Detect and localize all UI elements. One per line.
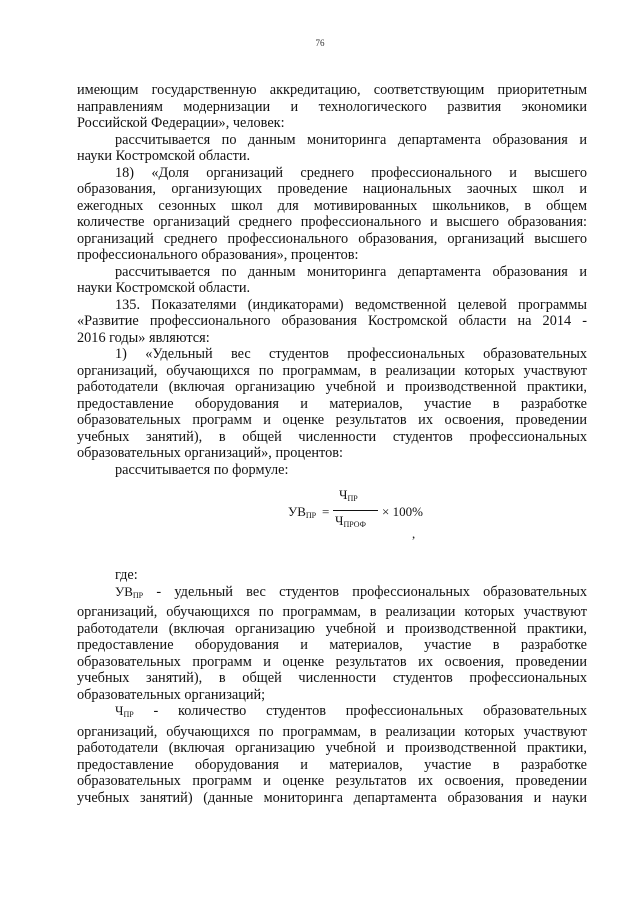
document-body: [77, 82, 587, 806]
definition-line: образовательных организаций;: [77, 686, 266, 703]
definition-line: [77, 703, 587, 724]
definition-line: образовательных программ и оценке результатов их освоения, проведении: [77, 773, 587, 789]
definition-line: организаций, обучающихся по программам, в реализации которых участвуют: [77, 604, 587, 620]
paragraph-line: образовательных организаций», процентов:: [77, 445, 343, 461]
formula-lhs: [288, 504, 316, 525]
formula-denominator: [335, 513, 366, 534]
paragraph-line: «Развитие профессионального образования Костромской области на 2014 -: [77, 313, 587, 329]
definition-line: предоставление оборудования и материалов, участие в разработке: [77, 756, 587, 773]
definition-line: учебных занятий), в общей численности студентов профессиональных: [77, 670, 587, 686]
paragraph-line: науки Костромской области.: [77, 148, 251, 164]
paragraph-line: предоставление оборудования и материалов, участие в разработке: [77, 395, 587, 412]
paragraph-line: науки Костромской области.: [77, 280, 251, 296]
paragraph-line: количестве организаций среднего профессионального и высшего образования:: [77, 214, 587, 230]
where-label: где:: [115, 567, 138, 583]
formula-lhs-subscript: ПР: [305, 511, 317, 520]
def2-subscript: ПР: [123, 710, 134, 719]
definition-line: предоставление оборудования и материалов, участие в разработке: [77, 637, 587, 653]
page-number: 76: [315, 38, 325, 48]
fraction-bar: [333, 510, 378, 511]
paragraph-line: ежегодных сезонных школ для мотивированных школьников, в общем: [77, 197, 587, 214]
formula-numerator: [339, 487, 358, 508]
def2-line: - количество студентов профессиональных образовательных: [133, 703, 587, 719]
paragraph-line: 1) «Удельный вес студентов профессиональных образовательных: [115, 346, 587, 362]
formula: [77, 479, 587, 553]
definition-line: работодатели (включая организацию учебной и производственной практики,: [77, 620, 587, 637]
paragraph-line: рассчитывается по формуле:: [115, 461, 289, 478]
def1-subscript: ПР: [132, 590, 144, 600]
formula-multiplier: × 100%: [382, 504, 423, 519]
definition-line: учебных занятий) (данные мониторинга департамента образования и науки: [77, 789, 587, 806]
formula-den-symbol: Ч: [335, 513, 344, 528]
paragraph-line: профессионального образования», процентов:: [77, 247, 359, 263]
def1-line: - удельный вес студентов профессиональных образовательных: [143, 583, 587, 600]
paragraph-line: рассчитывается по данным мониторинга департамента образования и: [115, 131, 587, 148]
formula-den-subscript: ПРОФ: [343, 520, 366, 529]
definition-symbol: [115, 703, 134, 718]
paragraph-line: 135. Показателями (индикаторами) ведомственной целевой программы: [115, 296, 587, 313]
paragraph-line: работодатели (включая организацию учебной и производственной практики,: [77, 379, 587, 395]
formula-num-subscript: ПР: [347, 494, 358, 503]
paragraph-line: организаций, обучающихся по программам, в реализации которых участвуют: [77, 362, 587, 379]
def1-symbol: УВ: [115, 583, 133, 599]
paragraph-line: Российской Федерации», человек:: [77, 115, 285, 131]
formula-lhs-symbol: УВ: [288, 504, 306, 519]
formula-equals: =: [322, 504, 330, 519]
paragraph-line: образовательных программ и оценке результатов их освоения, проведении: [77, 412, 587, 428]
paragraph-line: 18) «Доля организаций среднего профессионального и высшего: [115, 164, 587, 181]
definition-symbol: [115, 584, 143, 599]
paragraph-line: учебных занятий), в общей численности студентов профессиональных: [77, 428, 587, 445]
paragraph-line: организаций среднего профессионального образования, организаций высшего: [77, 230, 587, 247]
paragraph-line: образования, организующих проведение национальных заочных школ и: [77, 181, 587, 197]
definition-line: образовательных программ и оценке результатов их освоения, проведении: [77, 653, 587, 670]
paragraph-line: рассчитывается по данным мониторинга департамента образования и: [115, 263, 587, 280]
formula-comma: ,: [412, 526, 416, 541]
paragraph-line: 2016 годы» являются:: [77, 329, 210, 346]
formula-num-symbol: Ч: [339, 487, 348, 502]
def2-symbol: Ч: [115, 703, 124, 718]
paragraph-line: имеющим государственную аккредитацию, соответствующим приоритетным: [77, 82, 587, 98]
definition-line: организаций, обучающихся по программам, в реализации которых участвуют: [77, 723, 587, 740]
paragraph-line: направлениям модернизации и технологического развития экономики: [77, 98, 587, 115]
definition-line: работодатели (включая организацию учебной и производственной практики,: [77, 740, 587, 756]
definition-line: [77, 584, 587, 605]
